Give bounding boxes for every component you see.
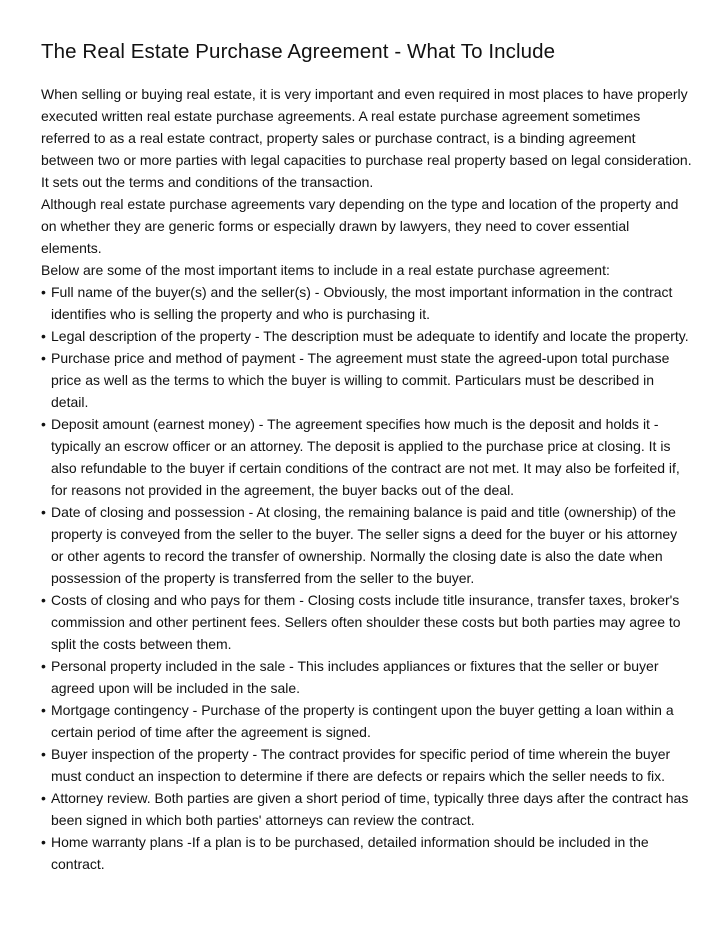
intro-paragraph: When selling or buying real estate, it is very important and even required in most places to have properly executed written real estate purchase agreements. A real estate purchase agreement sometimes referred to as a real estate contract, property sales or purchase contract, is a binding agreement between two or more parties with legal capacities to purchase real property based on legal consideration. It sets out the terms and conditions of the transaction. <box>41 86 692 190</box>
list-item <box>41 413 692 501</box>
bullet-icon: • <box>41 504 46 520</box>
list-item <box>41 501 692 589</box>
bullet-icon: • <box>41 416 46 432</box>
page-title: The Real Estate Purchase Agreement - What To Include <box>41 40 556 63</box>
bullet-icon: • <box>41 592 46 608</box>
list-intro: Below are some of the most important items to include in a real estate purchase agreement: <box>41 262 610 278</box>
bullet-icon: • <box>41 746 46 762</box>
list-item-text: Costs of closing and who pays for them - Closing costs include title insurance, transfer taxes, broker's commission and other pertinent fees. Sellers often shoulder these costs but both parties may agree to split the costs between them. <box>51 592 681 652</box>
list-item <box>41 589 692 655</box>
list-item <box>41 831 692 875</box>
list-item-text: Home warranty plans -If a plan is to be purchased, detailed information should be included in the contract. <box>51 834 649 872</box>
list-item <box>41 325 692 347</box>
bullet-icon: • <box>41 658 46 674</box>
list-item-text: Buyer inspection of the property - The contract provides for specific period of time wherein the buyer must conduct an inspection to determine if there are defects or repairs which the seller needs to fix. <box>51 746 671 784</box>
bullet-icon: • <box>41 328 46 344</box>
bullet-icon: • <box>41 834 46 850</box>
list-item-text: Personal property included in the sale - This includes appliances or fixtures that the seller or buyer agreed upon will be included in the sale. <box>51 658 659 696</box>
list-item <box>41 281 692 325</box>
list-item <box>41 347 692 413</box>
requirements-list <box>41 281 692 875</box>
list-item-text: Attorney review. Both parties are given a short period of time, typically three days after the contract has been signed in which both parties' attorneys can review the contract. <box>51 790 689 828</box>
bullet-icon: • <box>41 702 46 718</box>
list-item-text: Purchase price and method of payment - The agreement must state the agreed-upon total purchase price as well as the terms to which the buyer is willing to commit. Particulars must be described in detail. <box>51 350 670 410</box>
list-item-text: Mortgage contingency - Purchase of the property is contingent upon the buyer getting a loan within a certain period of time after the agreement is signed. <box>51 702 674 740</box>
list-item-text: Deposit amount (earnest money) - The agreement specifies how much is the deposit and holds it - typically an escrow officer or an attorney. The deposit is applied to the purchase price at closing. It is also refundable to the buyer if certain conditions of the contract are not met. It may also be forfeited if, for reasons not provided in the agreement, the buyer backs out of the deal. <box>51 416 680 498</box>
list-item-text: Date of closing and possession - At closing, the remaining balance is paid and title (ownership) of the property is conveyed from the seller to the buyer. The seller signs a deed for the buyer or his attorney or other agents to record the transfer of ownership. Normally the closing date is also the date when possession of the property is transferred from the seller to the buyer. <box>51 504 678 586</box>
bullet-icon: • <box>41 284 46 300</box>
list-item <box>41 787 692 831</box>
list-item <box>41 743 692 787</box>
list-item <box>41 699 692 743</box>
list-item-text: Legal description of the property - The description must be adequate to identify and locate the property. <box>51 328 689 344</box>
list-item <box>41 655 692 699</box>
bullet-icon: • <box>41 790 46 806</box>
bullet-icon: • <box>41 350 46 366</box>
list-item-text: Full name of the buyer(s) and the seller(s) - Obviously, the most important information in the contract identifies who is selling the property and who is purchasing it. <box>51 284 673 322</box>
second-paragraph: Although real estate purchase agreements vary depending on the type and location of the property and on whether they are generic forms or especially drawn by lawyers, they need to cover essential elements. <box>41 196 679 256</box>
